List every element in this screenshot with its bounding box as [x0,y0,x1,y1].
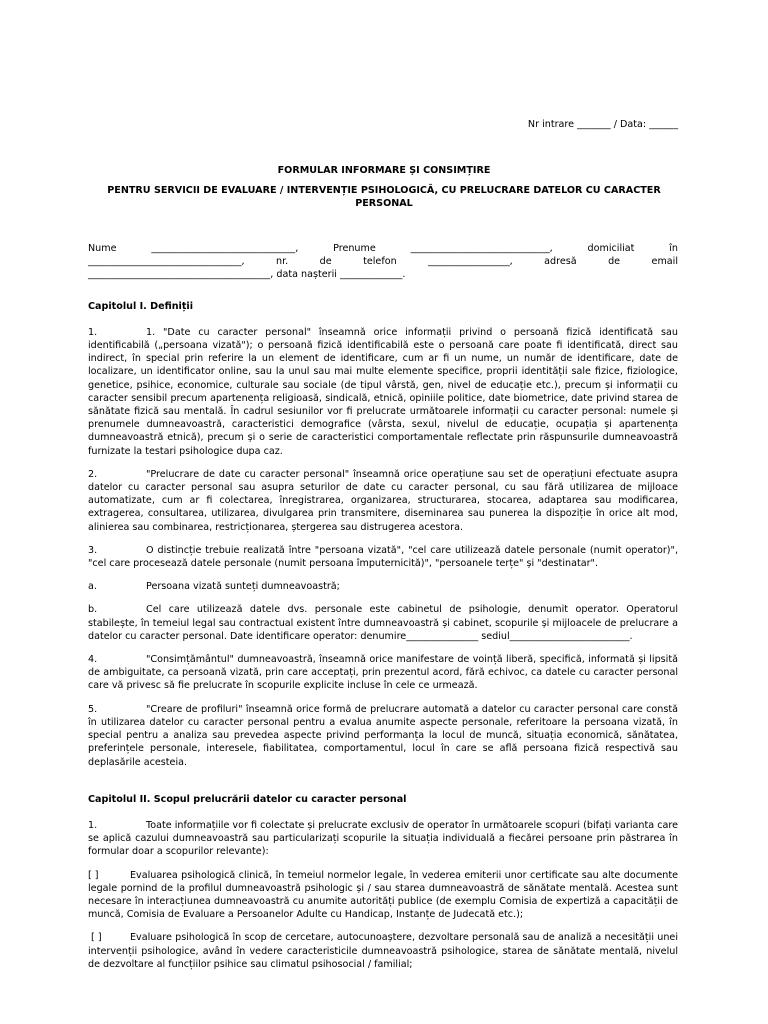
identity-line-1: Nume ______________________________, Prenume _____________________________, domiciliat în [88,243,678,254]
definition-2-number: 2. [88,468,98,480]
purpose-option-clinical-checkbox[interactable]: [ ] [88,869,99,881]
purpose-option-clinical-text: Evaluarea psihologică clinică, în temeiul normelor legale, în vederea emiterii unor certificate sau alte documente legale pornind de la profilul dumneavoastră psihologic și / sau starea dumneavoastră de sănătate mentală. Acestea sunt necesare în interacțiunea dumneavoastră cu anumite autorități publice (de exemplu Comisia de expertiză a capacității de muncă, Comisia de Evaluare a Persoanelor Adulte cu Handicap, Instanțe de Judecată etc.); [88,869,678,921]
form-title: FORMULAR INFORMARE ȘI CONSIMȚIRE [277,165,491,176]
purpose-option-research-checkbox[interactable]: [ ] [88,932,102,944]
definition-3b [88,603,678,643]
definition-4 [88,653,678,693]
definition-3b-text: Cel care utilizează datele dvs. personale este cabinetul de psihologie, denumit operator. Operatorul stabilește, în temeiul legal sau contractual existent între dumneavoastră și cabinet, scopurile și mijloacele de prelucrare a datelor cu caracter personal. Date identificare operator: denumire_______________ sediul_________________________. [88,604,678,642]
definition-5-number: 5. [88,703,98,715]
chapter-2-heading: Capitolul II. Scopul prelucrării datelor cu caracter personal [88,793,407,805]
purpose-option-research [88,931,678,971]
purpose-option-research-text: Evaluare psihologică în scop de cercetare, autocunoaștere, dezvoltare personală sau de analiză a necesității unei intervenții psihologice, având în vedere caracteristicile dumneavoastră psihologice, starea de sănătate mentală, nivelul de dezvoltare al funcțiilor psihice sau climatul psihosocial / familial; [88,932,678,970]
definition-3a-letter: a. [88,581,97,593]
definition-5 [88,703,678,769]
form-subtitle: PENTRU SERVICII DE EVALUARE / INTERVENȚIE PSIHOLOGICĂ, CU PRELUCRARE DATELOR CU CARACTER PERSONAL [107,185,661,210]
definition-4-text: "Consimțământul" dumneavoastră, înseamnă orice manifestare de voință liberă, specifică, informată și lipsită de ambiguitate, ca persoană vizată, prin care acceptați, prin prezentul acord, fără echivoc, ca datele cu caracter personal care vă privesc să fie prelucrate în scopurile explicite incluse în cele ce urmează. [88,654,678,692]
identity-block [88,242,678,282]
definition-5-text: "Creare de profiluri" înseamnă orice formă de prelucrare automată a datelor cu caracter personal care constă în utilizarea datelor cu caracter personal pentru a evalua anumite aspecte personale, referitoare la persoana vizată, în special pentru a analiza sau prevedea aspecte privind performanța la locul de muncă, situația economică, sănătatea, preferințele personale, interesele, fiabilitatea, comportamentul, locul în care se află persoana fizică respectivă sau deplasările acesteia. [88,703,678,768]
definition-2-text: "Prelucrare de date cu caracter personal" înseamnă orice operațiune sau set de operațiuni efectuate asupra datelor cu caracter personal sau asupra seturilor de date cu caracter personal, cu sau fără utilizarea de mijloace automatizate, cum ar fi colectarea, înregistrarea, organizarea, structurarea, stocarea, adaptarea sau modificarea, extragerea, consultarea, utilizarea, divulgarea prin transmitere, diseminarea sau punerea la dispoziție în orice alt mod, alinierea sau combinarea, restricționarea, ștergerea sau distrugerea acestora. [88,468,678,533]
definition-3a [88,580,678,593]
definition-1-text: 1. "Date cu caracter personal" înseamnă orice informații privind o persoană fizică identificată sau identificabilă („persoana vizată"); o persoană fizică identificabilă este o persoană care poate fi identificată, direct sau indirect, în special prin referire la un element de identificare, cum ar fi un nume, un număr de identificare, date de localizare, un identificator online, sau la unul sau mai multe elemente specifice, proprii identității sale fizice, fiziologice, genetice, psihice, economice, culturale sau sociale (de tipul vârstă, gen, nivel de educație etc.), precum și informații cu caracter sensibil precum apartenența religioasă, sindicală, etnică, opiniile politice, date biometrice, date privind starea de sănătate fizică sau mentală. În cadrul sesiunilor vor fi prelucrate următoarele informații cu caracter personal: numele și prenumele dumneavoastră, caracteristici demografice (vârsta, sexul, nivelul de educație, ocupația și apartenența dumneavoastră etnică), precum și o serie de caracteristici comportamentale reflectate prin răspunsurile dumneavoastră furnizate la testari psihologice dupa caz. [88,326,678,457]
purpose-option-clinical [88,869,678,922]
document-body [88,242,678,981]
definition-3b-letter: b. [88,604,98,616]
definition-1-number: 1. [88,326,98,338]
identity-line-3: ______________________________________, data nașterii _____________. [88,269,406,281]
chapter-1-heading: Capitolul I. Definiții [88,300,194,312]
definition-3 [88,544,678,570]
definition-3-number: 3. [88,544,98,556]
definition-2 [88,468,678,534]
definition-4-number: 4. [88,654,98,666]
definition-1 [88,326,678,458]
purpose-1 [88,819,678,859]
purpose-1-text: Toate informațiile vor fi colectate și prelucrate exclusiv de operator în următoarele scopuri (bifați varianta care se aplică cazului dumneavoastră sau particularizați scopurile la situația individuală a fiecărei persoane prin păstrarea în formular doar a scopurilor relevante): [88,819,678,858]
section-spacer [88,779,678,793]
definition-3-text: O distincție trebuie realizată între "persoana vizată", "cel care utilizează datele personale (numit operator)", "cel care procesează datele personale (numit persoana împuternicită)", "persoanele terțe" și "destinatar". [88,544,678,570]
registration-number-line: Nr intrare _______ / Data: ______ [527,119,678,130]
identity-line-2: ________________________________, nr. de telefon _________________, adresă de email [88,256,678,268]
definition-3a-text: Persoana vizată sunteți dumneavoastră; [146,581,340,593]
purpose-1-number: 1. [88,819,98,831]
